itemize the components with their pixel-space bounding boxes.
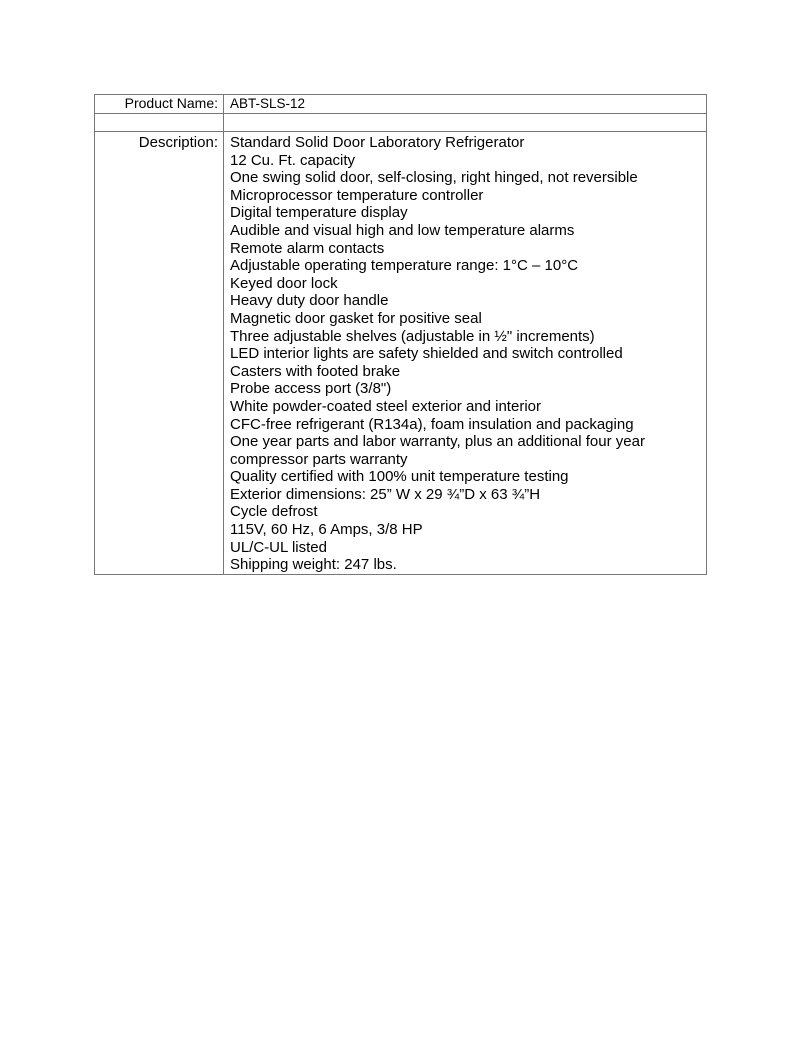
description-line: Microprocessor temperature controller [230, 186, 484, 204]
product-name-value: ABT-SLS-12 [224, 95, 707, 114]
description-line: LED interior lights are safety shielded and switch controlled [230, 345, 623, 363]
description-label: Description: [95, 132, 224, 575]
description-line: Magnetic door gasket for positive seal [230, 309, 482, 327]
description-line: Digital temperature display [230, 204, 408, 222]
product-name-label: Product Name: [95, 95, 224, 114]
description-line: Heavy duty door handle [230, 292, 389, 310]
product-name-row [95, 95, 707, 114]
description-line: Keyed door lock [230, 274, 338, 292]
description-row [95, 132, 707, 575]
description-line: Remote alarm contacts [230, 239, 385, 257]
description-line: One swing solid door, self-closing, right hinged, not reversible [230, 169, 638, 187]
spacer-cell-left [95, 114, 224, 132]
spacer-row [95, 114, 707, 132]
description-line: Casters with footed brake [230, 362, 401, 380]
description-list [224, 132, 707, 575]
description-line: Three adjustable shelves (adjustable in ½" increments) [230, 327, 595, 345]
description-line: Cycle defrost [230, 503, 318, 521]
spacer-cell-right [224, 114, 707, 132]
description-line: Adjustable operating temperature range: 1°C – 10°C [230, 257, 579, 275]
description-line: 12 Cu. Ft. capacity [230, 151, 356, 169]
description-line: Exterior dimensions: 25” W x 29 ¾”D x 63 ¾”H [230, 485, 541, 503]
product-spec-table [94, 94, 707, 575]
description-line: Probe access port (3/8") [230, 380, 392, 398]
description-line: One year parts and labor warranty, plus an additional four year [230, 433, 645, 451]
description-line: White powder-coated steel exterior and interior [230, 397, 541, 415]
description-line: UL/C-UL listed [230, 538, 327, 556]
description-line: compressor parts warranty [230, 450, 408, 468]
description-line: CFC-free refrigerant (R134a), foam insulation and packaging [230, 415, 634, 433]
description-line: Shipping weight: 247 lbs. [230, 556, 397, 574]
description-line: 115V, 60 Hz, 6 Amps, 3/8 HP [230, 521, 423, 539]
description-line: Audible and visual high and low temperature alarms [230, 221, 575, 239]
description-line: Standard Solid Door Laboratory Refrigerator [230, 134, 525, 151]
description-line: Quality certified with 100% unit temperature testing [230, 468, 569, 486]
